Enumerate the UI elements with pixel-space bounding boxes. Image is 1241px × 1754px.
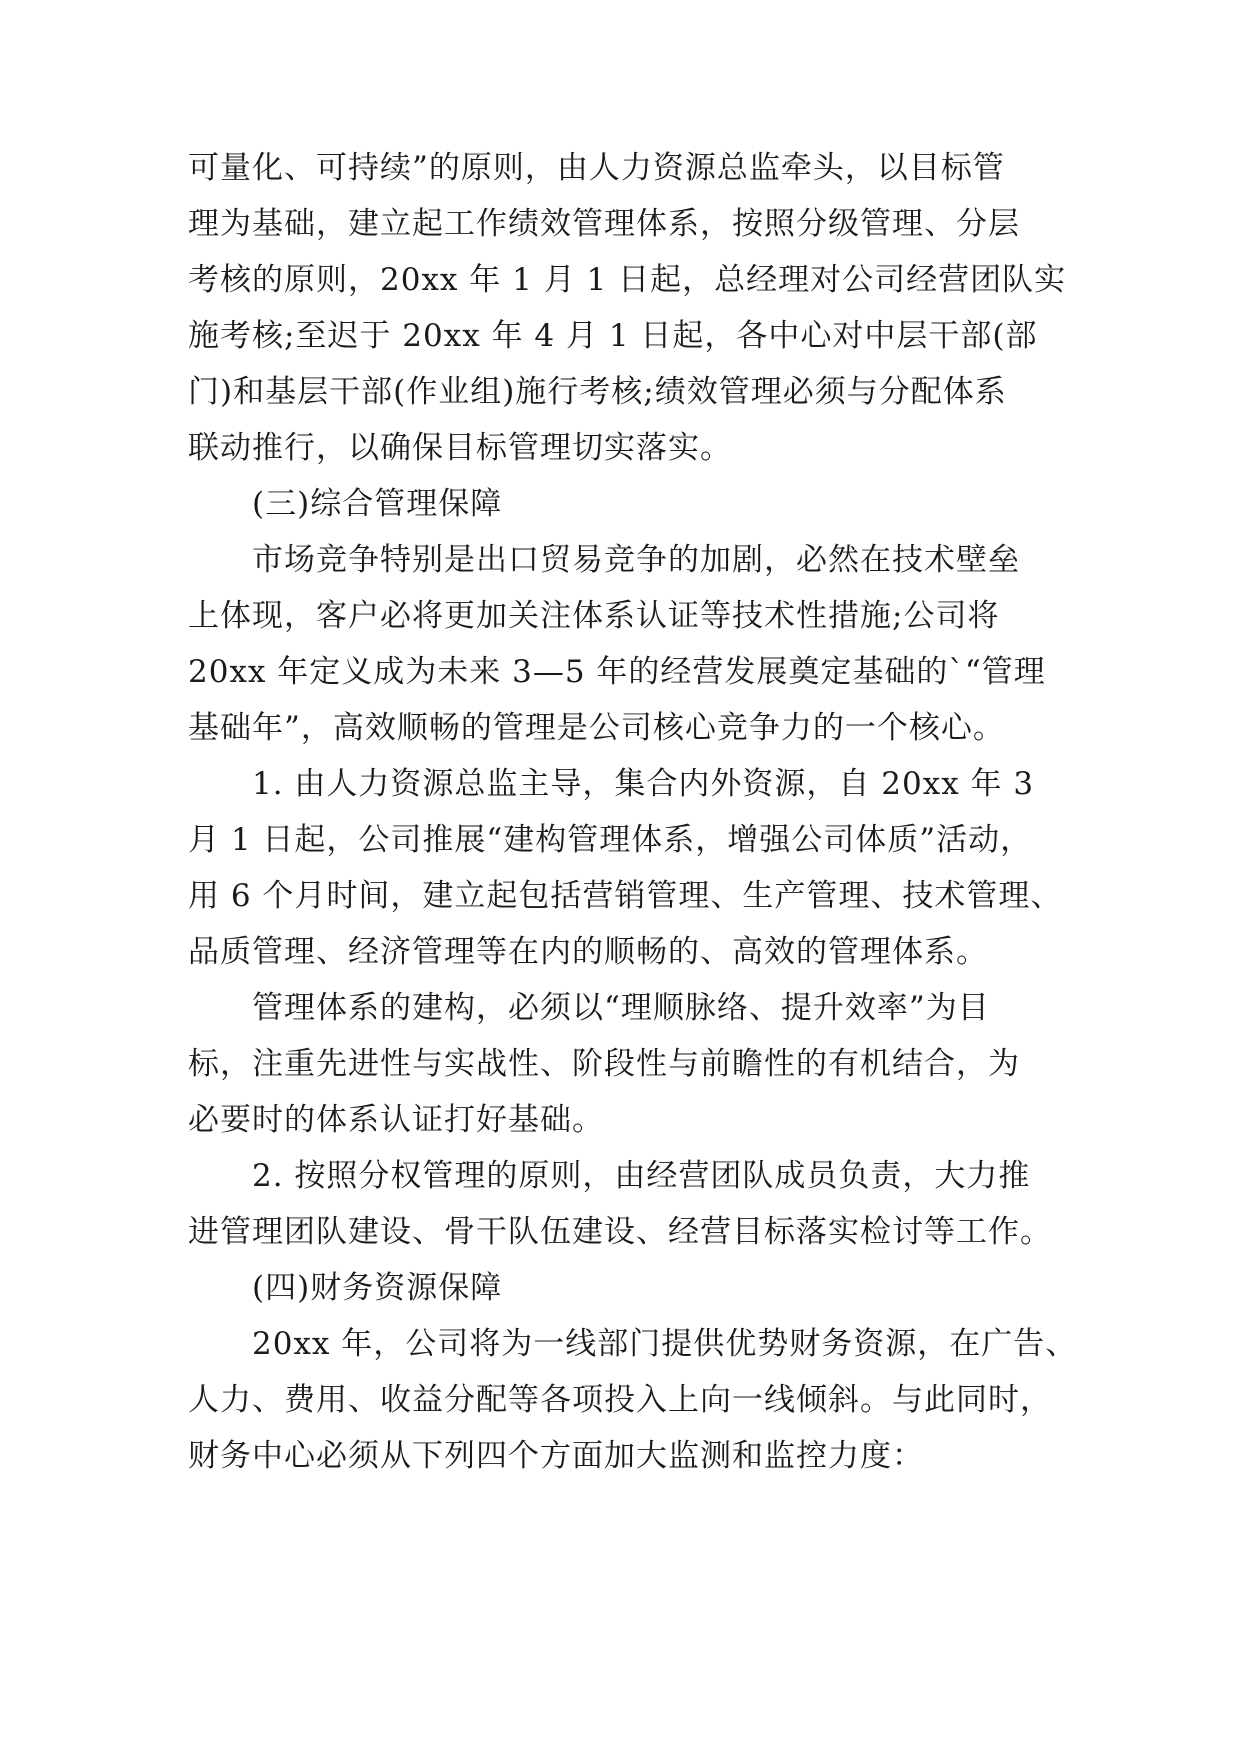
text-line: 理为基础，建立起工作绩效管理体系，按照分级管理、分层 <box>188 206 1020 242</box>
text-line: 2. 按照分权管理的原则，由经营团队成员负责，大力推 <box>252 1158 1031 1194</box>
text-line: 施考核;至迟于 20xx 年 4 月 1 日起，各中心对中层干部(部 <box>188 318 1038 354</box>
text-line: 品质管理、经济管理等在内的顺畅的、高效的管理体系。 <box>188 934 988 970</box>
text-line: 用 6 个月时间，建立起包括营销管理、生产管理、技术管理、 <box>188 878 1063 914</box>
text-line: 管理体系的建构，必须以“理顺脉络、提升效率”为目 <box>252 990 990 1026</box>
text-line: 财务中心必须从下列四个方面加大监测和监控力度： <box>188 1438 924 1474</box>
text-line: 人力、费用、收益分配等各项投入上向一线倾斜。与此同时， <box>188 1382 1052 1418</box>
section-heading: (四)财务资源保障 <box>252 1270 503 1306</box>
text-line: 基础年”，高效顺畅的管理是公司核心竞争力的一个核心。 <box>188 710 1005 746</box>
text-line: 标，注重先进性与实战性、阶段性与前瞻性的有机结合，为 <box>188 1046 1020 1082</box>
text-line: 20xx 年定义成为未来 3—5 年的经营发展奠定基础的`“管理 <box>188 654 1046 690</box>
text-line: 20xx 年，公司将为一线部门提供优势财务资源，在广告、 <box>252 1326 1078 1362</box>
text-line: 门)和基层干部(作业组)施行考核;绩效管理必须与分配体系 <box>188 374 1007 410</box>
text-line: 1. 由人力资源总监主导，集合内外资源，自 20xx 年 3 <box>252 766 1035 802</box>
text-line: 联动推行，以确保目标管理切实落实。 <box>188 430 732 466</box>
section-heading: (三)综合管理保障 <box>252 486 503 522</box>
text-line: 可量化、可持续”的原则，由人力资源总监牵头，以目标管 <box>188 150 1005 186</box>
text-line: 市场竞争特别是出口贸易竞争的加剧，必然在技术壁垒 <box>252 542 1020 578</box>
text-line: 进管理团队建设、骨干队伍建设、经营目标落实检讨等工作。 <box>188 1214 1052 1250</box>
text-line: 必要时的体系认证打好基础。 <box>188 1102 604 1138</box>
text-line: 月 1 日起，公司推展“建构管理体系，增强公司体质”活动， <box>188 822 1033 858</box>
text-line: 上体现，客户必将更加关注体系认证等技术性措施;公司将 <box>188 598 1000 634</box>
text-line: 考核的原则，20xx 年 1 月 1 日起，总经理对公司经营团队实 <box>188 262 1067 298</box>
